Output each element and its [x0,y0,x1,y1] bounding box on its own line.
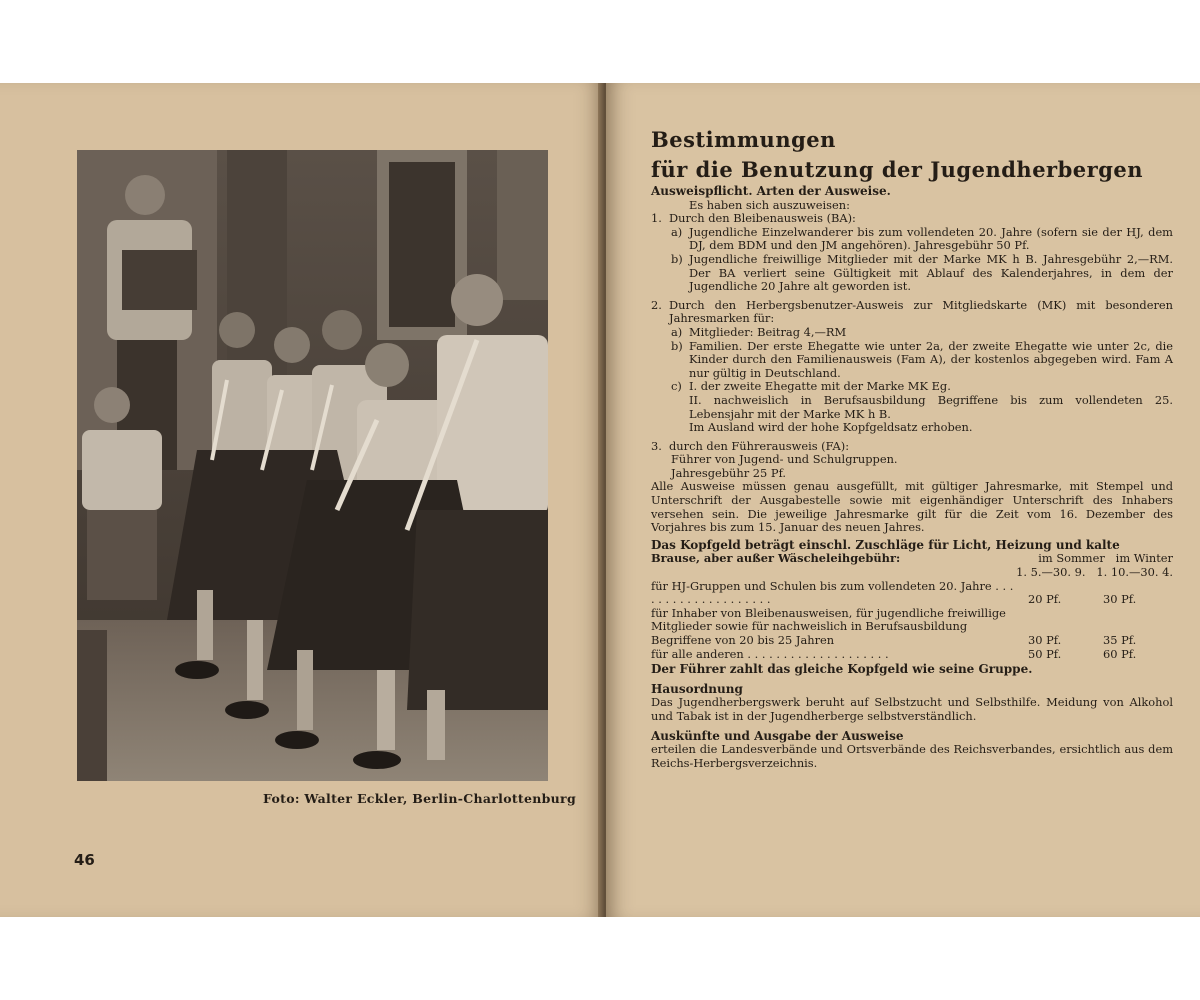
item-3-details [651,453,1173,480]
photo-caption: Foto: Walter Eckler, Berlin-Charlottenburg [263,791,576,806]
table-row [651,648,1173,662]
summer-range: 1. 5.—30. 9. [1016,565,1086,580]
item-2c-line1: I. der zweite Ehegatte mit der Marke MK Eg. [689,379,951,394]
fee-summer: 50 Pf. [1028,646,1062,661]
item-1a-label: a) [671,224,683,239]
table-row [651,580,1173,607]
item-1-label: 1. [651,211,662,226]
item-2c-text [689,380,1173,434]
item-3-line1: Führer von Jugend- und Schulgruppen. [671,452,898,467]
winter-range: 1. 10.—30. 4. [1096,565,1173,580]
fees-heading-line2: Brause, aber außer Wäscheleihgebühr: [651,551,901,566]
item-2c [651,380,1173,434]
fee-summer: 30 Pf. [1028,633,1062,647]
summer-label: im Sommer [1038,551,1105,566]
item-2c-label: c) [671,379,682,394]
ids-closing-paragraph: Alle Ausweise müssen genau ausgefüllt, mit gültiger Jahresmarke, mit Stempel und Unterschrift der Ausgabestelle sowie mit eigenhändiger Unterschrift des Inhabers versehen sein. Die jeweilige Jahresmarke gilt für die Zeit vom 16. Dezember des Vorjahres bis zum 15. Januar des neuen Jahres. [651,479,1173,535]
fee-winter: 30 Pf. [1103,592,1137,607]
item-1 [651,212,1173,226]
right-page [606,83,1200,917]
fee-row-label: für alle anderen . . . . . . . . . . . . . . . . . . . . [651,646,889,661]
regulations-text [651,127,1173,770]
item-2-text: Durch den Herbergsbenutzer-Ausweis zur Mitgliedskarte (MK) mit besonderen Jahresmarken für: [669,297,1173,326]
item-1a [651,226,1173,253]
fees-heading-line1: Das Kopfgeld beträgt einschl. Zuschläge für Licht, Heizung und kalte [651,537,1120,552]
fee-winter: 60 Pf. [1103,646,1137,661]
winter-label: im Winter [1115,551,1173,566]
item-3-line2: Jahresgebühr 25 Pf. [671,465,786,480]
page-title-line1: Bestimmungen [651,127,836,152]
item-1a-text: Jugendliche Einzelwanderer bis zum vollendeten 20. Jahre (sofern sie der HJ, dem DJ, dem BDM und den JM angehören). Jahresgebühr 50 Pf. [689,224,1173,253]
item-1-text: Durch den Bleibenausweis (BA): [669,211,856,226]
photo-illustration [77,150,548,781]
item-2-label: 2. [651,297,662,312]
fee-winter: 35 Pf. [1103,633,1137,647]
item-2 [651,299,1173,326]
page-number: 46 [74,851,95,869]
fees-season-labels [1038,552,1173,566]
item-1b [651,253,1173,294]
table-row [651,607,1173,648]
item-2b-label: b) [671,338,683,353]
fees-heading-row [651,552,1173,566]
section-intro: Es haben sich auszuweisen: [689,197,850,212]
fee-summer: 20 Pf. [1028,592,1062,607]
item-2b [651,340,1173,381]
section-heading-ids: Ausweispflicht. Arten der Ausweise. [651,184,891,198]
item-2b-text: Familien. Der erste Ehegatte wie unter 2a, der zweite Ehegatte wie unter 2c, die Kinder durch den Familienausweis (Fam A), der kostenlos abgegeben wird. Fam A nur gültig in Deutschland. [689,338,1173,380]
item-2a-label: a) [671,324,683,339]
info-text: erteilen die Landesverbände und Ortsverbände des Reichsverbandes, ersichtlich aus dem Reichs-Herbergsverzeichnis. [651,742,1173,770]
fee-row-label: für Inhaber von Bleibenausweisen, für jugendliche freiwillige Mitglieder sowie für nachweislich in Berufsausbildung Begriffene von 20 bis 25 Jahren [651,605,1006,647]
book-spread [0,83,1200,917]
item-3-label: 3. [651,438,662,453]
fees-table [651,580,1173,662]
item-2a-text: Mitglieder: Beitrag 4,—RM [689,324,847,339]
fees-season-ranges [651,566,1173,580]
item-3 [651,440,1173,454]
leader-note: Der Führer zahlt das gleiche Kopfgeld wie seine Gruppe. [651,662,1033,677]
item-3-text: durch den Führerausweis (FA): [669,438,850,453]
left-page [0,83,603,917]
info-heading: Auskünfte und Ausgabe der Ausweise [651,728,904,743]
item-1b-label: b) [671,251,683,266]
item-2a [651,326,1173,340]
page-title-line2: für die Benutzung der Jugendherbergen [651,157,1144,182]
item-2c-line2: II. nachweislich in Berufsausbildung Begriffene bis zum vollendeten 25. Lebensjahr mit der Marke MK h B. [689,392,1173,421]
fee-row-label: für HJ-Gruppen und Schulen bis zum vollendeten 20. Jahre . . . . . . . . . . . . . . . . . . . . [651,578,1014,607]
photo-youth-playing-recorders [77,150,548,781]
house-rules-text: Das Jugendherbergswerk beruht auf Selbstzucht und Selbsthilfe. Meidung von Alkohol und Tabak ist in der Jugendherberge selbstverständlich. [651,695,1173,723]
house-rules-heading: Hausordnung [651,681,743,696]
item-1b-text: Jugendliche freiwillige Mitglieder mit der Marke MK h B. Jahresgebühr 2,—RM. Der BA verliert seine Gültigkeit mit Ablauf des Kalenderjahres, in dem der Jugendliche 20 Jahre alt geworden ist. [689,251,1173,294]
item-2c-line3: Im Ausland wird der hohe Kopfgeldsatz erhoben. [689,420,973,435]
